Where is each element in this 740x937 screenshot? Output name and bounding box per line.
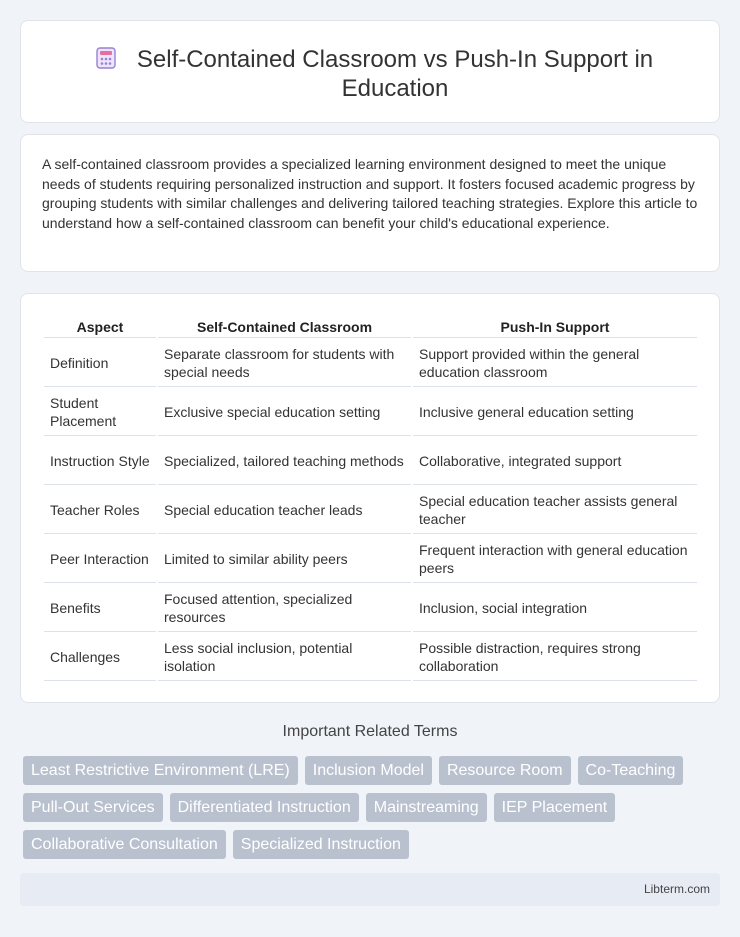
table-cell: Special education teacher leads <box>158 487 411 534</box>
term-tag-iep-placement[interactable]: IEP Placement <box>494 793 616 822</box>
footer-site-link[interactable]: Libterm.com <box>643 882 710 896</box>
term-tag-mainstreaming[interactable]: Mainstreaming <box>366 793 487 822</box>
column-header-aspect: Aspect <box>44 317 156 338</box>
table-cell: Frequent interaction with general education peers <box>413 536 697 583</box>
table-row <box>44 585 697 632</box>
table-row <box>44 634 697 681</box>
table-cell: Limited to similar ability peers <box>158 536 411 583</box>
table-cell: Inclusion, social integration <box>413 585 697 632</box>
table-cell-aspect: Student Placement <box>44 389 156 436</box>
related-terms-heading: Important Related Terms <box>282 723 458 740</box>
term-tag-lre[interactable]: Least Restrictive Environment (LRE) <box>23 756 298 785</box>
title-wrap <box>21 45 719 103</box>
table-cell: Special education teacher assists general teacher <box>413 487 697 534</box>
table-cell: Exclusive special education setting <box>158 389 411 436</box>
table-cell: Specialized, tailored teaching methods <box>158 438 411 485</box>
table-row <box>44 536 697 583</box>
column-header-push-in: Push-In Support <box>413 317 697 338</box>
table-cell: Collaborative, integrated support <box>413 438 697 485</box>
table-cell-aspect: Peer Interaction <box>44 536 156 583</box>
table-cell-aspect: Benefits <box>44 585 156 632</box>
page-title: Self-Contained Classroom vs Push-In Support in Education <box>136 46 654 102</box>
table-cell: Inclusive general education setting <box>413 389 697 436</box>
related-terms-list <box>23 756 703 859</box>
column-header-self-contained: Self-Contained Classroom <box>158 317 411 338</box>
term-tag-co-teaching[interactable]: Co-Teaching <box>578 756 684 785</box>
term-tag-pull-out-services[interactable]: Pull-Out Services <box>23 793 163 822</box>
term-tag-differentiated-instruction[interactable]: Differentiated Instruction <box>170 793 359 822</box>
intro-paragraph: A self-contained classroom provides a specialized learning environment designed to meet the unique needs of students requiring personalized instruction and support. It fosters focused academic progress by grouping students with similar challenges and delivering tailored teaching strategies. Explore this article to understand how a self-contained classroom can benefit your child's educational experience. <box>42 156 698 231</box>
footer-bar <box>20 873 720 906</box>
table-cell-aspect: Instruction Style <box>44 438 156 485</box>
term-tag-resource-room[interactable]: Resource Room <box>439 756 571 785</box>
table-header-row <box>44 317 697 338</box>
term-tag-collaborative-consultation[interactable]: Collaborative Consultation <box>23 830 226 859</box>
table-cell: Possible distraction, requires strong collaboration <box>413 634 697 681</box>
table-cell: Focused attention, specialized resources <box>158 585 411 632</box>
intro-card <box>20 134 720 272</box>
title-card <box>20 20 720 123</box>
table-cell-aspect: Teacher Roles <box>44 487 156 534</box>
table-cell-aspect: Definition <box>44 340 156 387</box>
term-tag-specialized-instruction[interactable]: Specialized Instruction <box>233 830 409 859</box>
table-row <box>44 438 697 485</box>
term-tag-inclusion-model[interactable]: Inclusion Model <box>305 756 432 785</box>
table-row <box>44 389 697 436</box>
table-cell: Separate classroom for students with special needs <box>158 340 411 387</box>
comparison-table <box>42 315 699 683</box>
table-cell-aspect: Challenges <box>44 634 156 681</box>
comparison-card <box>20 293 720 703</box>
table-row <box>44 487 697 534</box>
table-cell: Less social inclusion, potential isolation <box>158 634 411 681</box>
table-row <box>44 340 697 387</box>
table-cell: Support provided within the general education classroom <box>413 340 697 387</box>
